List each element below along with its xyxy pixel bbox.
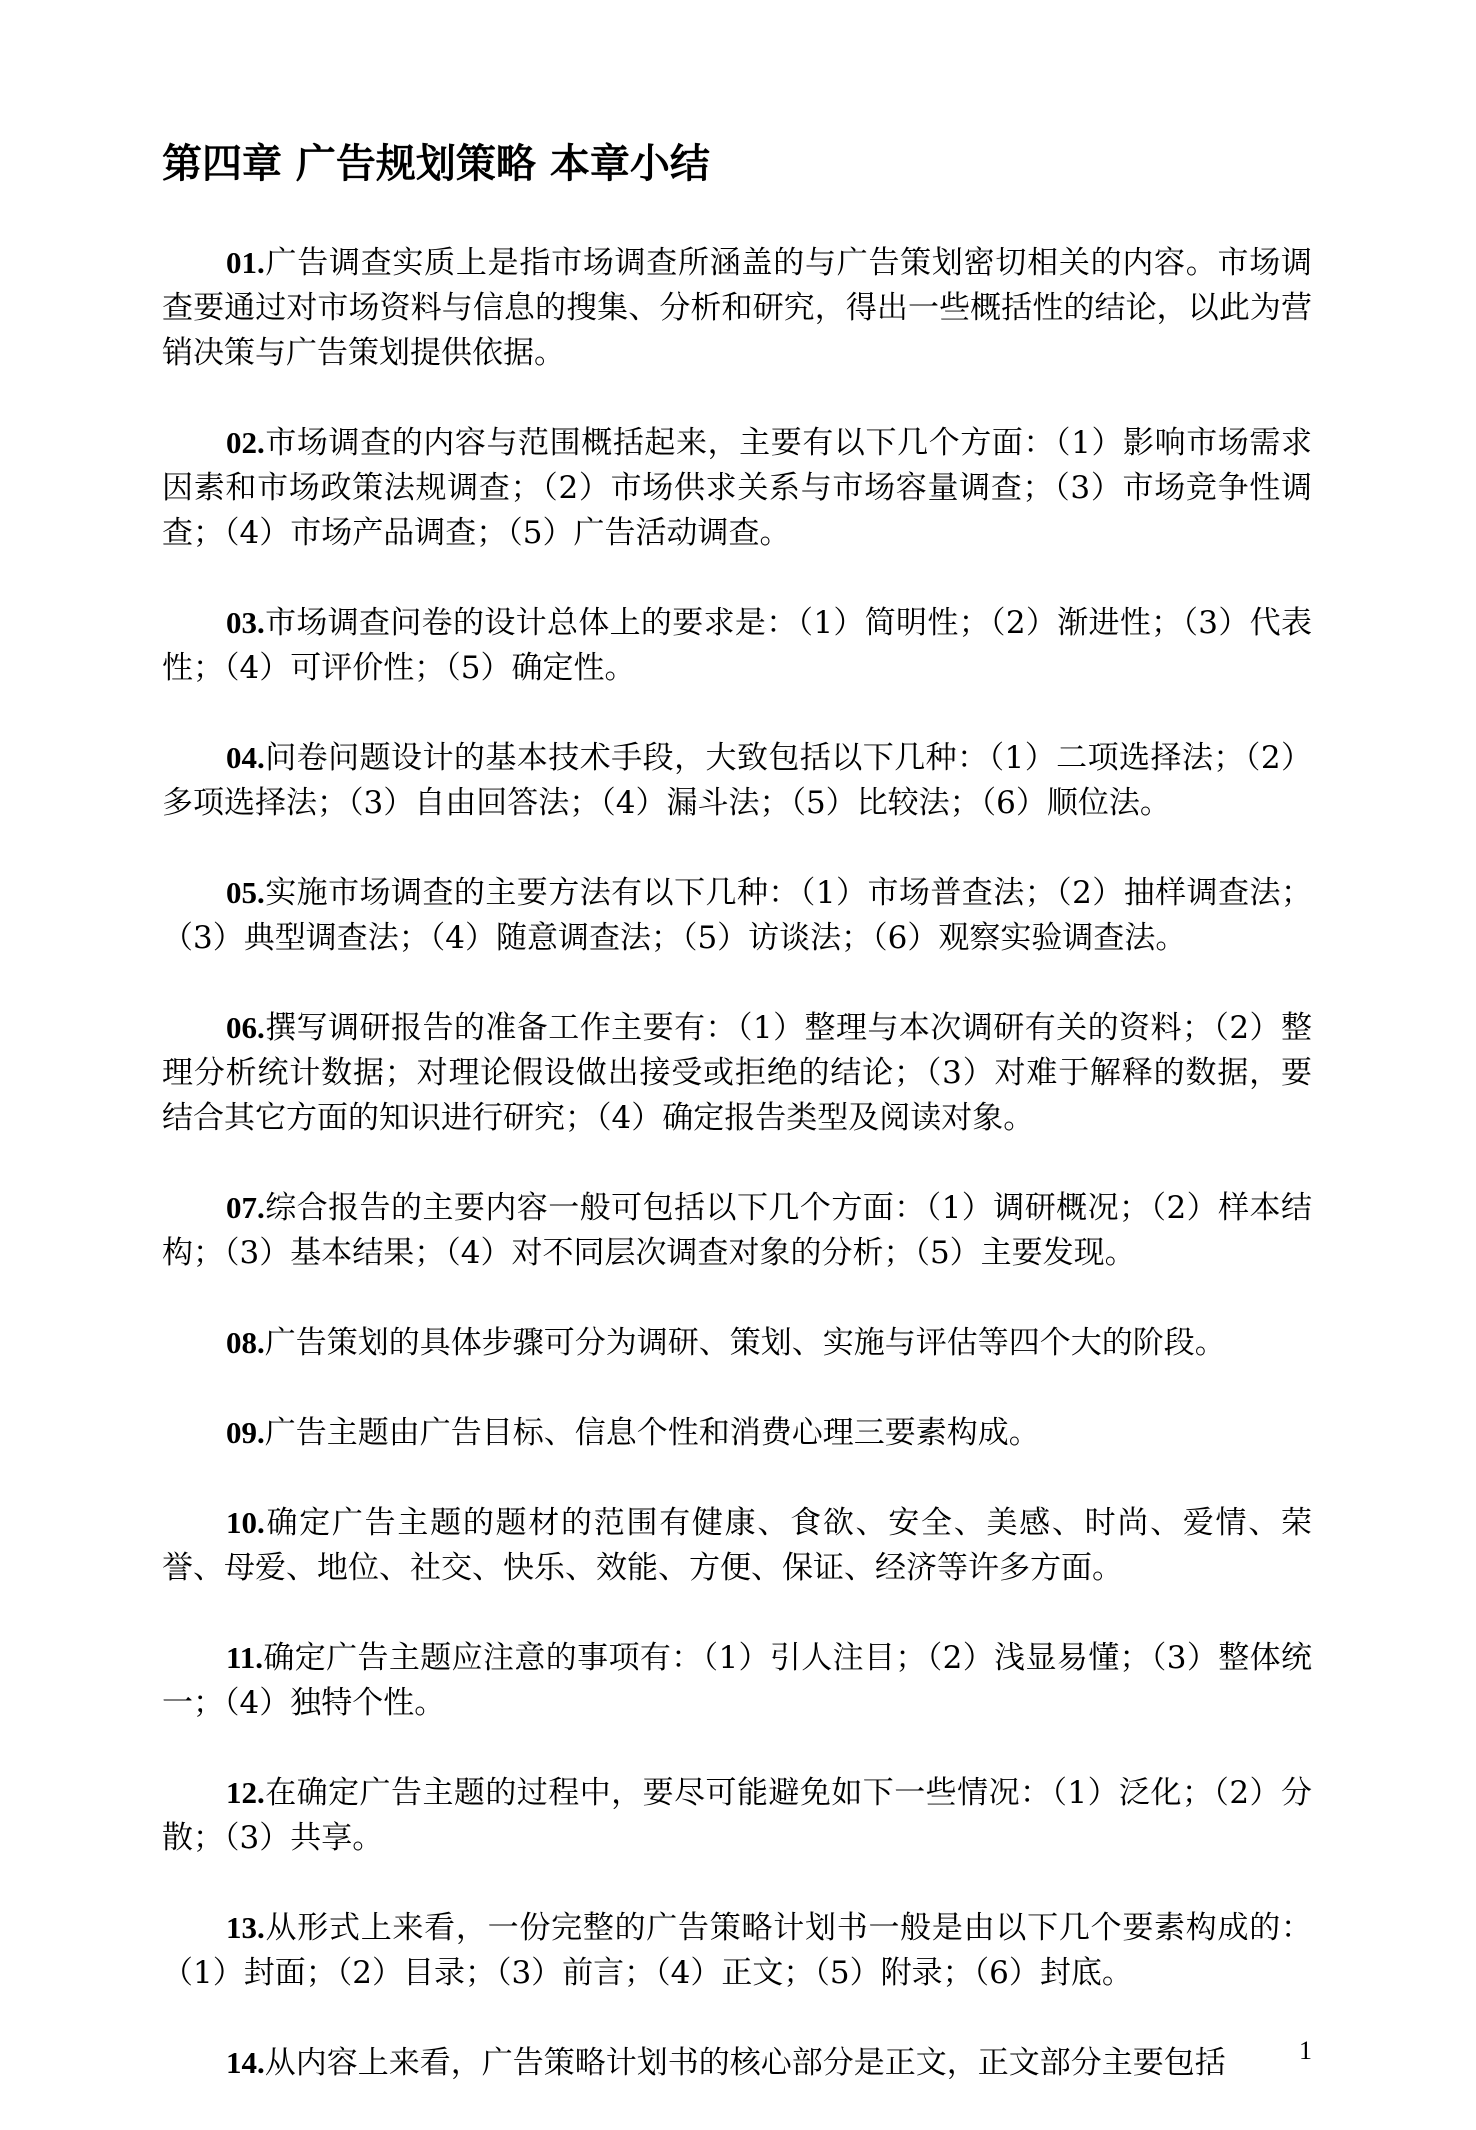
list-item [162, 1635, 1312, 1726]
list-item [162, 1410, 1312, 1456]
item-number: 03. [226, 605, 265, 640]
summary-list [162, 240, 1312, 2130]
item-text: 广告策划的具体步骤可分为调研、策划、实施与评估等四个大的阶段。 [264, 1325, 1226, 1361]
item-text: 确定广告主题的题材的范围有健康、食欲、安全、美感、时尚、爱情、荣誉、母爱、地位、社交、快乐、效能、方便、保证、经济等许多方面。 [162, 1505, 1312, 1586]
item-text: 广告调查实质上是指市场调查所涵盖的与广告策划密切相关的内容。市场调查要通过对市场资料与信息的搜集、分析和研究，得出一些概括性的结论，以此为营销决策与广告策划提供依据。 [162, 245, 1312, 371]
list-item [162, 735, 1312, 826]
list-item [162, 600, 1312, 691]
list-item [162, 240, 1312, 376]
item-text: 从内容上来看，广告策略计划书的核心部分是正文，正文部分主要包括 [264, 2045, 1226, 2081]
item-number: 05. [226, 875, 265, 910]
item-text: 问卷问题设计的基本技术手段，大致包括以下几种：（1）二项选择法；（2）多项选择法；（3）自由回答法；（4）漏斗法；（5）比较法；（6）顺位法。 [162, 740, 1312, 821]
item-text: 实施市场调查的主要方法有以下几种：（1）市场普查法；（2）抽样调查法；（3）典型调查法；（4）随意调查法；（5）访谈法；（6）观察实验调查法。 [162, 875, 1312, 956]
item-number: 13. [226, 1910, 265, 1945]
list-item [162, 870, 1312, 961]
item-text: 广告主题由广告目标、信息个性和消费心理三要素构成。 [264, 1415, 1040, 1451]
item-text: 综合报告的主要内容一般可包括以下几个方面：（1）调研概况；（2）样本结构；（3）基本结果；（4）对不同层次调查对象的分析；（5）主要发现。 [162, 1190, 1312, 1271]
list-item [162, 1770, 1312, 1861]
item-number: 01. [226, 245, 265, 280]
list-item [162, 1005, 1312, 1141]
item-text: 确定广告主题应注意的事项有：（1）引人注目；（2）浅显易懂；（3）整体统一；（4）独特个性。 [162, 1640, 1312, 1721]
item-text: 从形式上来看，一份完整的广告策略计划书一般是由以下几个要素构成的：（1）封面；（2）目录；（3）前言；（4）正文；（5）附录；（6）封底。 [162, 1910, 1312, 1991]
item-text: 市场调查问卷的设计总体上的要求是：（1）简明性；（2）渐进性；（3）代表性；（4）可评价性；（5）确定性。 [162, 605, 1312, 686]
item-number: 11. [226, 1640, 264, 1675]
page-title: 第四章 广告规划策略 本章小结 [162, 141, 710, 187]
item-number: 02. [226, 425, 265, 460]
item-number: 14. [226, 2045, 265, 2080]
item-text: 在确定广告主题的过程中，要尽可能避免如下一些情况：（1）泛化；（2）分散；（3）共享。 [162, 1775, 1312, 1856]
item-number: 12. [226, 1775, 265, 1810]
list-item [162, 2040, 1312, 2086]
list-item [162, 1905, 1312, 1996]
list-item [162, 1320, 1312, 1366]
list-item [162, 420, 1312, 556]
item-number: 07. [226, 1190, 265, 1225]
item-number: 10. [226, 1505, 265, 1540]
list-item [162, 1500, 1312, 1591]
page-number: 1 [1299, 2036, 1312, 2065]
item-number: 04. [226, 740, 265, 775]
item-text: 撰写调研报告的准备工作主要有：（1）整理与本次调研有关的资料；（2）整理分析统计数据；对理论假设做出接受或拒绝的结论；（3）对难于解释的数据，要结合其它方面的知识进行研究；（4）确定报告类型及阅读对象。 [162, 1010, 1312, 1136]
list-item [162, 1185, 1312, 1276]
item-text: 市场调查的内容与范围概括起来，主要有以下几个方面：（1）影响市场需求因素和市场政策法规调查；（2）市场供求关系与市场容量调查；（3）市场竞争性调查；（4）市场产品调查；（5）广告活动调查。 [162, 425, 1312, 551]
item-number: 09. [226, 1415, 265, 1450]
item-number: 08. [226, 1325, 265, 1360]
item-number: 06. [226, 1010, 265, 1045]
